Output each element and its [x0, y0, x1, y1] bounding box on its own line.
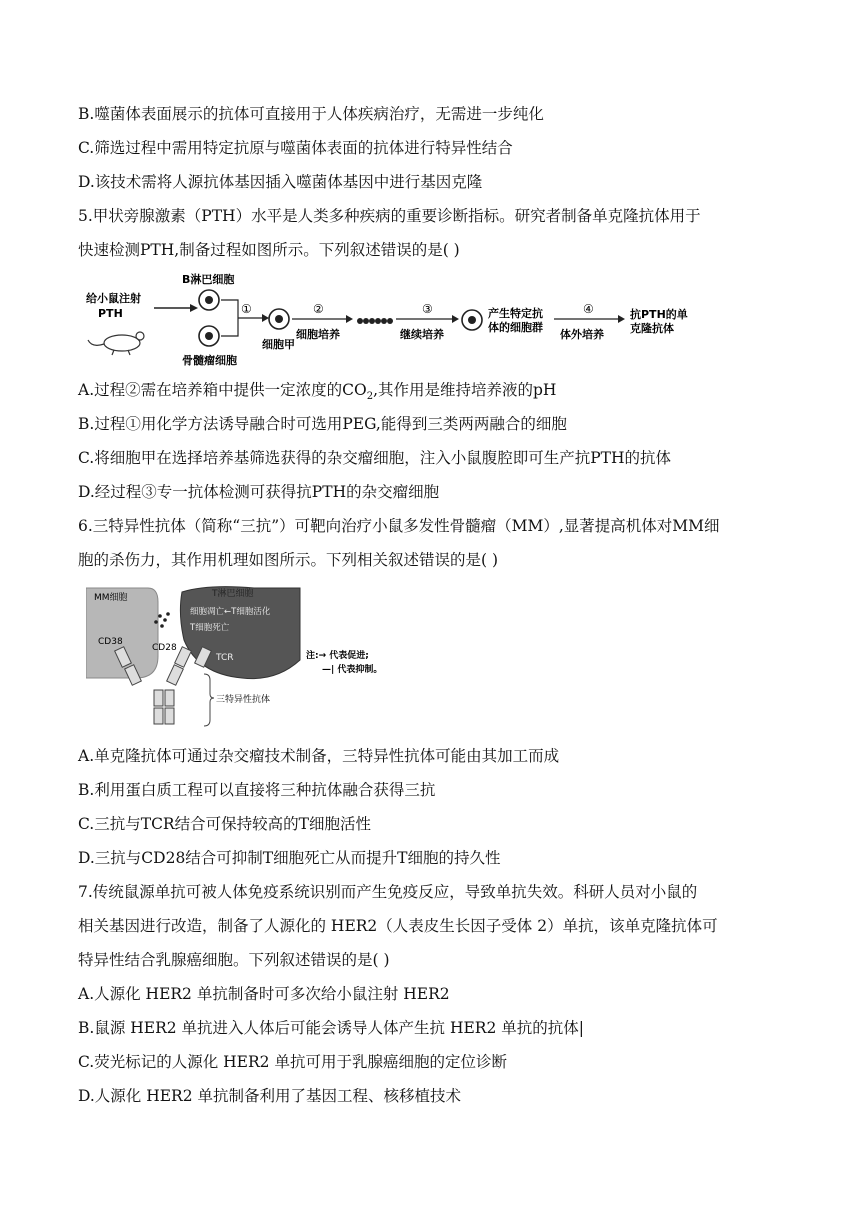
- q5-option-b: B.过程①用化学方法诱导融合时可选用PEG,能得到三类两两融合的细胞: [78, 415, 567, 433]
- q6-option-d: D.三抗与CD28结合可抑制T细胞死亡从而提升T细胞的持久性: [78, 849, 501, 867]
- b-cell-label: B淋巴细胞: [182, 273, 235, 286]
- q7-stem-line-1: 7.传统鼠源单抗可被人体免疫系统识别而产生免疫反应，导致单抗失效。科研人员对小鼠的: [78, 883, 698, 901]
- step-3: ③: [422, 302, 433, 316]
- q7-stem-line-2: 相关基因进行改造，制备了人源化的 HER2（人表皮生长因子受体 2）单抗，该单克隆抗体可: [78, 917, 718, 935]
- q6-option-b: B.利用蛋白质工程可以直接将三种抗体融合获得三抗: [78, 781, 436, 799]
- q7-option-c: C.荧光标记的人源化 HER2 单抗可用于乳腺癌细胞的定位诊断: [78, 1053, 507, 1071]
- cd38-label: CD38: [98, 637, 123, 647]
- antibody-icon: [115, 647, 212, 724]
- step-1: ①: [241, 302, 252, 316]
- q5-stem-line-1: 5.甲状旁腺激素（PTH）水平是人类多种疾病的重要诊断指标。研究者制备单克隆抗体用于: [78, 207, 701, 225]
- t-cell-label: T淋巴细胞: [212, 589, 254, 599]
- q5-process-figure: [78, 268, 708, 368]
- myeloma-cell-icon: [199, 326, 219, 346]
- note-line-1: 注:→ 代表促进;: [306, 651, 369, 661]
- q6-option-a: A.单克隆抗体可通过杂交瘤技术制备，三特异性抗体可能由其加工而成: [78, 747, 560, 765]
- culture-cells-icon: [357, 318, 393, 324]
- cell-a-icon: [269, 309, 289, 329]
- inject-label-1: 给小鼠注射: [86, 292, 141, 305]
- antibody-label: 三特异性抗体: [216, 695, 271, 705]
- note-line-2: —| 代表抑制。: [322, 665, 383, 675]
- mouse-icon: [88, 332, 144, 355]
- step-3-label: 继续培养: [400, 328, 444, 341]
- q5-stem-line-2: 快速检测PTH,制备过程如图所示。下列叙述错误的是( ): [78, 241, 460, 259]
- q5-option-a: A.过程②需在培养箱中提供一定浓度的$CO_2$,其作用是维持培养液的pH: [78, 381, 557, 403]
- q7-option-a: A.人源化 HER2 单抗制备时可多次给小鼠注射 HER2: [78, 985, 450, 1003]
- myeloma-label: 骨髓瘤细胞: [182, 354, 237, 367]
- q4-option-b: B.噬菌体表面展示的抗体可直接用于人体疾病治疗，无需进一步纯化: [78, 105, 544, 123]
- q6-mechanism-figure: [86, 582, 426, 730]
- q7-option-b: B.鼠源 HER2 单抗进入人体后可能会诱导人体产生抗 HER2 单抗的抗体|: [78, 1019, 584, 1037]
- cell-group-label-2: 体的细胞群: [488, 321, 543, 334]
- step-4-label: 体外培养: [560, 328, 604, 341]
- q6-stem-line-1: 6.三特异性抗体（简称“三抗”）可靶向治疗小鼠多发性骨髓瘤（MM）,显著提高机体对MM细: [78, 517, 720, 535]
- q5-option-c: C.将细胞甲在选择培养基筛选获得的杂交瘤细胞，注入小鼠腹腔即可生产抗PTH的抗体: [78, 449, 672, 467]
- q4-option-c: C.筛选过程中需用特定抗原与噬菌体表面的抗体进行特异性结合: [78, 139, 513, 157]
- b-cell-icon: [199, 290, 219, 310]
- q7-stem-line-3: 特异性结合乳腺癌细胞。下列叙述错误的是( ): [78, 951, 390, 969]
- inject-label-2: PTH: [98, 307, 123, 320]
- result-label-1: 抗PTH的单: [630, 308, 688, 321]
- cell-a-label: 细胞甲: [262, 338, 295, 351]
- step-4: ④: [583, 302, 594, 316]
- t-cell-text-1: 细胞凋亡←T细胞活化: [190, 607, 271, 617]
- cd28-label: CD28: [152, 643, 177, 653]
- q5-option-d: D.经过程③专一抗体检测可获得抗PTH的杂交瘤细胞: [78, 483, 440, 501]
- cell-group-icon: [462, 310, 482, 330]
- mm-cell-label: MM细胞: [94, 593, 128, 603]
- cell-group-label-1: 产生特定抗: [488, 307, 543, 320]
- result-label-2: 克隆抗体: [630, 322, 674, 335]
- step-2-label: 细胞培养: [296, 328, 340, 341]
- step-2: ②: [313, 302, 324, 316]
- t-cell-text-2: T细胞死亡: [190, 623, 230, 633]
- q7-option-d: D.人源化 HER2 单抗制备利用了基因工程、核移植技术: [78, 1087, 462, 1105]
- q4-option-d: D.该技术需将人源抗体基因插入噬菌体基因中进行基因克隆: [78, 173, 483, 191]
- q6-option-c: C.三抗与TCR结合可保持较高的T细胞活性: [78, 815, 371, 833]
- q6-stem-line-2: 胞的杀伤力，其作用机理如图所示。下列相关叙述错误的是( ): [78, 551, 499, 569]
- tcr-label: TCR: [216, 653, 234, 663]
